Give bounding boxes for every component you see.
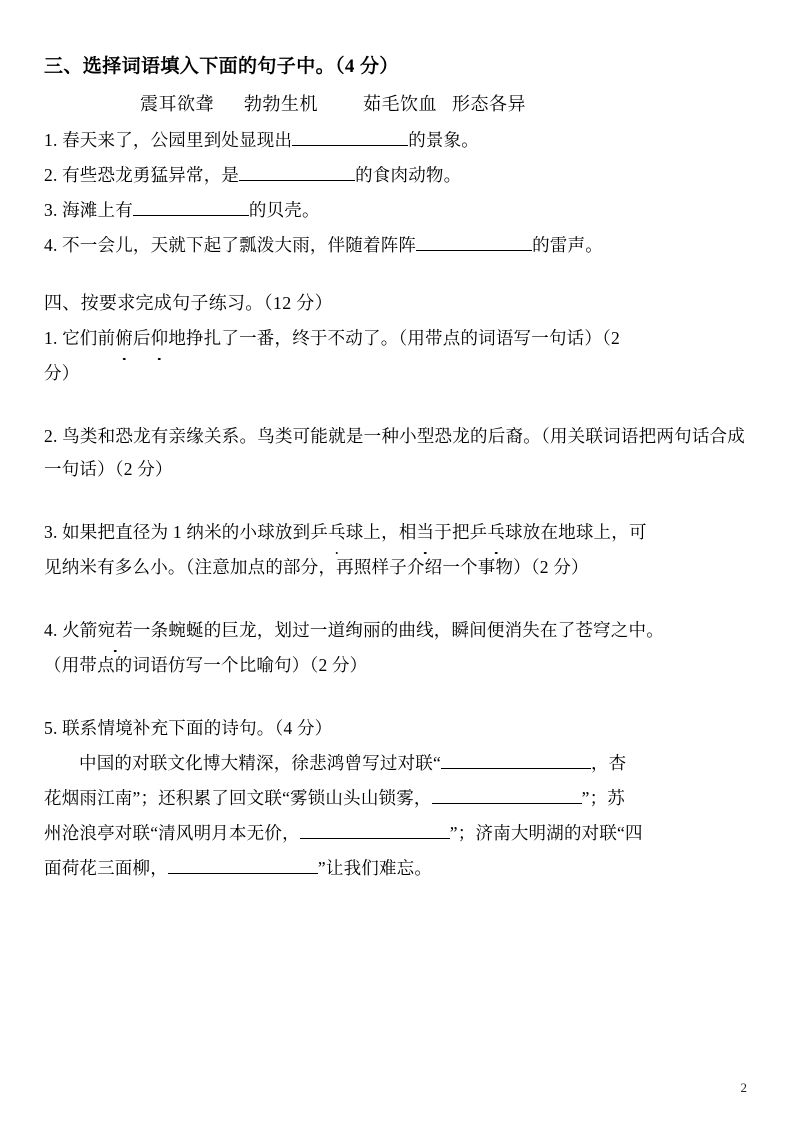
question-4-5-body-line4	[44, 852, 745, 885]
question-4-4-line2: （用带点的词语仿写一个比喻句）（2 分）	[44, 655, 368, 675]
answer-blank[interactable]	[441, 768, 591, 769]
question-3-1-prefix: 1. 春天来了，公园里到处显现出	[44, 130, 293, 150]
q5-part-2: ，杏	[590, 753, 627, 773]
dotted-word: 仰	[151, 322, 169, 355]
q5-part-6: ”；济南大明湖的对联“四	[449, 823, 643, 843]
question-3-1	[44, 124, 745, 157]
question-3-3-suffix: 的贝壳。	[248, 200, 320, 220]
answer-blank[interactable]	[416, 250, 532, 251]
q5-part-3: 花烟雨江南”；还积累了回文联“雾锁山头山锁雾，	[44, 788, 432, 808]
question-4-4-part-a: 4. 火箭	[44, 620, 98, 640]
dotted-word: 相当于	[399, 516, 452, 549]
question-4-3-line1	[44, 516, 745, 549]
answer-blank[interactable]	[239, 180, 355, 181]
question-4-3-part-a: 3. 如果把直径为 1 纳米的小球放到	[44, 522, 311, 542]
answer-blank[interactable]	[292, 145, 408, 146]
question-4-5-body-line2	[44, 782, 745, 815]
question-4-1	[44, 322, 745, 355]
q5-part-8: ”让我们难忘。	[317, 858, 433, 878]
answer-blank[interactable]	[168, 873, 318, 874]
q5-part-1: 中国的对联文化博大精深，徐悲鸿曾写过对联“	[79, 753, 441, 773]
q5-part-4: ”；苏	[581, 788, 626, 808]
page-number: 2	[740, 1080, 747, 1095]
question-3-4-suffix: 的雷声。	[532, 235, 603, 255]
q5-part-5: 州沧浪亭对联“清风明月本无价，	[44, 823, 300, 843]
answer-blank[interactable]	[432, 803, 582, 804]
question-4-5-body	[44, 747, 745, 780]
question-3-2-suffix: 的食肉动物。	[355, 165, 462, 185]
question-4-1-part-b: 后	[132, 328, 151, 348]
question-3-2	[44, 159, 745, 192]
question-4-1-cont: 分）	[44, 363, 80, 383]
question-4-1-part-c: 地挣扎了一番，终于不动了。（用带点的词语写一句话）（2	[168, 328, 620, 348]
word-bank: 震耳欲聋 勃勃生机 茹毛饮血 形态各异	[140, 94, 526, 114]
answer-blank[interactable]	[133, 215, 249, 216]
question-4-3-line2: 见纳米有多么小。（注意加点的部分，再照样子介绍一个事物）（2 分）	[44, 557, 589, 577]
question-4-2: 2. 鸟类和恐龙有亲缘关系。鸟类可能就是一种小型恐龙的后裔。（用关联词语把两句话合成一句话）（2 分）	[44, 426, 745, 479]
dotted-word: 宛若	[98, 614, 133, 647]
question-3-1-suffix: 的景象。	[408, 130, 480, 150]
question-3-2-prefix: 2. 有些恐龙勇猛异常，是	[44, 165, 240, 185]
question-4-5-body-line3	[44, 817, 745, 850]
question-3-4-prefix: 4. 不一会儿，天就下起了瓢泼大雨，伴随着阵阵	[44, 235, 417, 255]
question-3-4	[44, 229, 745, 262]
dotted-word: 乒乓球	[310, 516, 363, 549]
q5-part-7: 面荷花三面柳，	[44, 858, 168, 878]
question-4-4-part-b: 一条蜿蜒的巨龙，划过一道绚丽的曲线，瞬间便消失在了苍穹之中。	[132, 620, 664, 640]
question-4-4-line1	[44, 614, 745, 647]
dotted-word: 俯	[115, 322, 133, 355]
question-4-3-part-d: 放在地球上，可	[522, 522, 647, 542]
dotted-word: 乒乓球	[470, 516, 523, 549]
question-4-5-heading: 5. 联系情境补充下面的诗句。（4 分）	[44, 718, 333, 738]
question-3-3	[44, 194, 745, 227]
question-4-3-part-c: 把	[451, 522, 470, 542]
question-4-1-part-a: 1. 它们前	[44, 328, 116, 348]
question-3-3-prefix: 3. 海滩上有	[44, 200, 133, 220]
section-three-heading: 三、选择词语填入下面的句子中。（4 分）	[44, 56, 399, 77]
question-4-3-part-b: 上，	[363, 522, 399, 542]
answer-blank[interactable]	[300, 838, 450, 839]
section-four-heading: 四、按要求完成句子练习。（12 分）	[44, 293, 333, 313]
